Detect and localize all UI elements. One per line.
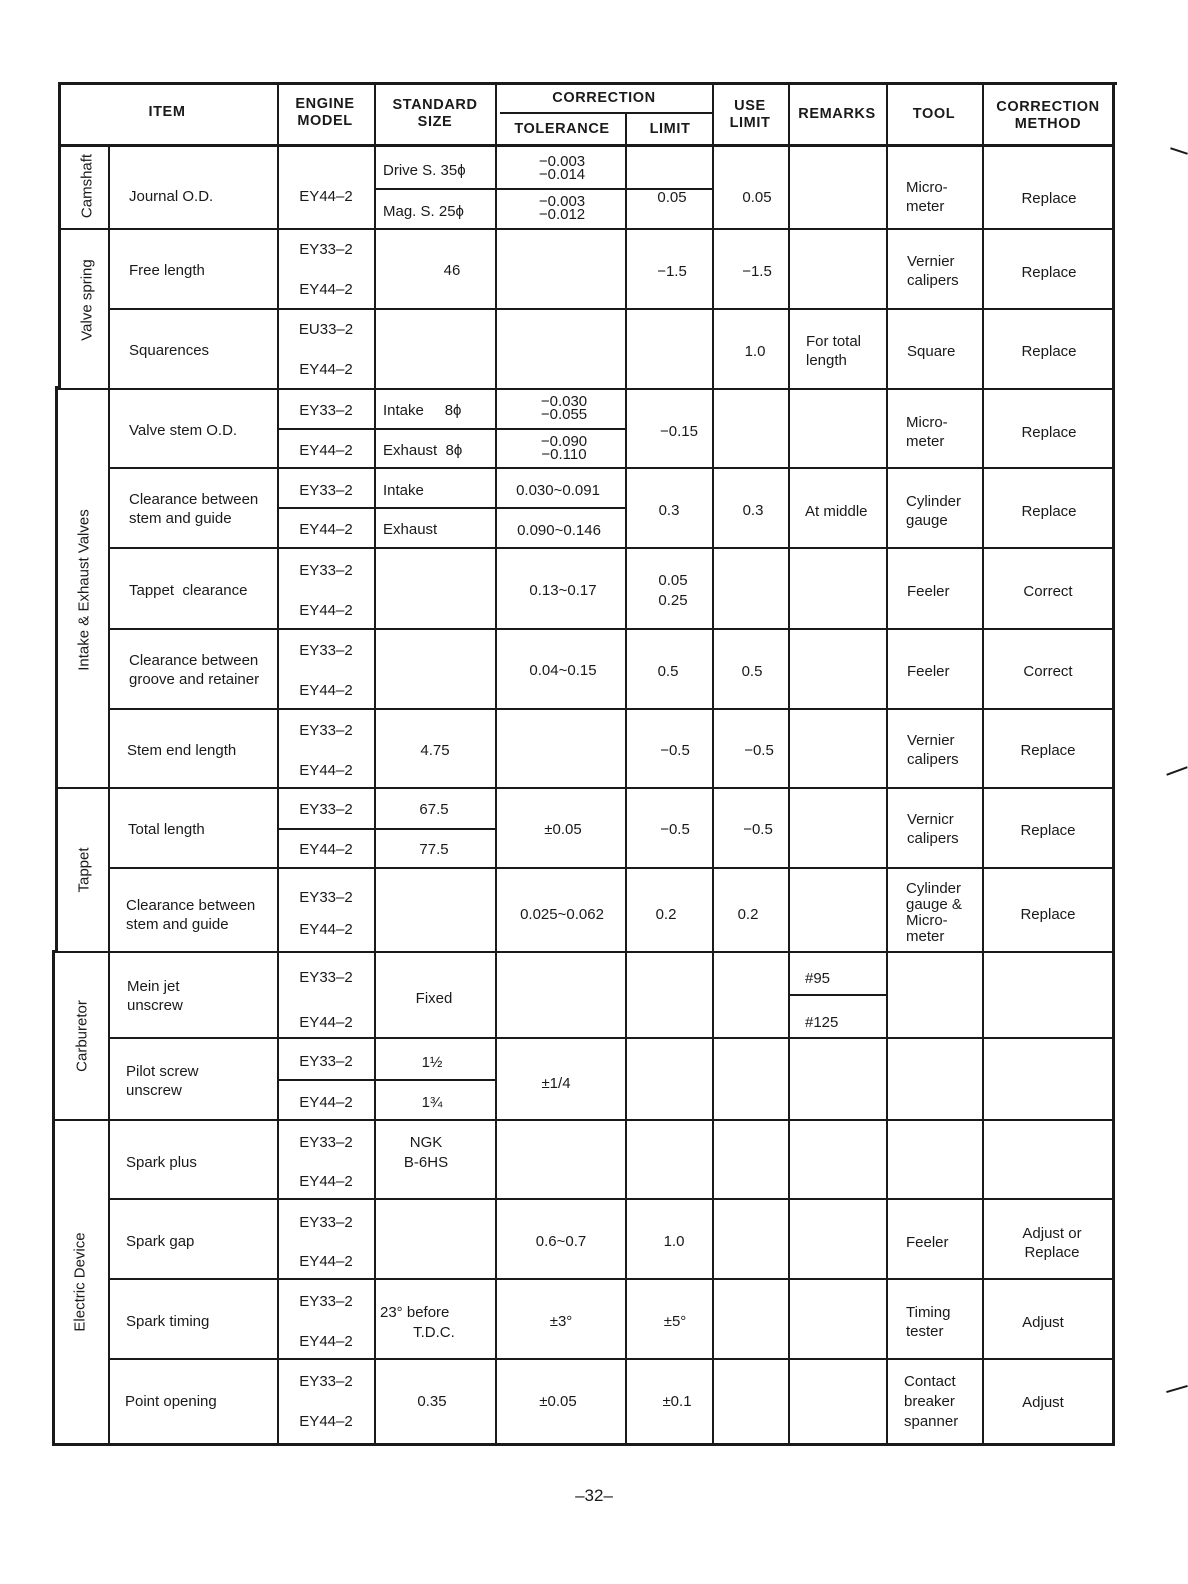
limit: −0.15 [660,423,698,440]
item-label: Mein jet unscrew [127,978,183,1014]
correction-method: Replace [1020,822,1076,839]
standard-size: Exhaust 8ϕ [383,442,463,459]
header-use-limit: USE LIMIT [729,98,771,131]
tool: Feeler [906,1234,949,1251]
tolerance: ±3° [549,1313,573,1330]
correction-method: Replace [1021,343,1077,360]
tolerance: ±0.05 [544,821,582,838]
engine-model: EY44–2 [299,762,353,779]
header-tool: TOOL [912,106,956,122]
engine-model: EY44–2 [299,442,353,459]
tolerance: 0.090~0.146 [517,522,601,539]
engine-model: EY44–2 [299,1173,353,1190]
item-label: Free length [129,262,205,279]
engine-model: EY44–2 [299,521,353,538]
engine-model: EY33–2 [299,722,353,739]
standard-size: Intake [383,482,424,499]
item-label: Pilot screw unscrew [126,1063,199,1099]
engine-model: EY44–2 [299,1014,353,1031]
engine-model: EY33–2 [299,1373,353,1390]
item-label: Spark gap [126,1233,195,1250]
limit: 0.05 0.25 [658,572,688,609]
tool: Vernicr calipers [907,811,959,847]
standard-size: 4.75 [420,742,450,759]
limit: ±0.1 [662,1393,692,1410]
item-label: Clearance between stem and guide [129,491,259,527]
item-label: Spark timing [126,1313,210,1330]
remarks: #125 [805,1014,839,1031]
engine-model: EY33–2 [299,1134,353,1151]
correction-method: Adjust or Replace [1022,1225,1082,1261]
engine-model: EY33–2 [299,402,353,419]
page-number: –32– [575,1486,613,1505]
standard-size: 0.35 [417,1393,447,1410]
tolerance: 0.025~0.062 [520,906,604,923]
engine-model: EY33–2 [299,1293,353,1310]
item-label: Tappet clearance [129,582,248,599]
item-label: Point opening [125,1393,217,1410]
engine-model: EY33–2 [299,642,353,659]
standard-size: 77.5 [419,841,449,858]
engine-model: EY33–2 [299,889,353,906]
use-limit: −0.5 [744,742,774,759]
correction-method: Replace [1021,503,1077,520]
section-tappet: Tappet [75,847,93,893]
limit: −0.5 [660,821,690,838]
engine-model: EY44–2 [299,1333,353,1350]
limit: 1.0 [663,1233,685,1250]
header-item: ITEM [148,104,186,120]
scan-mark [1166,1385,1188,1393]
engine-model: EY33–2 [299,482,353,499]
tool: Contact breaker spanner [904,1373,959,1430]
tolerance: ±0.05 [539,1393,577,1410]
use-limit: 0.2 [737,906,759,923]
tolerance: 0.13~0.17 [529,582,597,599]
tool: Micro- meter [906,179,948,215]
standard-size: Exhaust [383,521,438,538]
tool: Vernier calipers [907,732,959,768]
correction-method: Correct [1023,583,1073,600]
tolerance: ±1/4 [541,1075,571,1092]
correction-method: Adjust [1022,1314,1064,1331]
standard-size: NGK B-6HS [403,1134,449,1171]
header-engine-model: ENGINE MODEL [295,96,355,129]
scan-mark [1166,766,1187,775]
tool: Cylinder gauge & Micro- meter [906,880,962,945]
engine-model: EY44–2 [299,281,353,298]
standard-size: 46 [443,262,461,279]
use-limit: 1.0 [744,343,766,360]
correction-method: Replace [1021,190,1077,207]
tool: Cylinder gauge [906,493,962,529]
remarks: At middle [805,503,868,520]
engine-model: EY33–2 [299,969,353,986]
engine-model: EY33–2 [299,562,353,579]
standard-size: Fixed [415,990,453,1007]
use-limit: −0.5 [743,821,773,838]
section-intake-exhaust-valves: Intake & Exhaust Valves [75,509,93,671]
remarks: For total length [806,333,862,369]
correction-method: Replace [1021,264,1077,281]
item-label: Journal O.D. [129,188,214,205]
engine-model: EY44–2 [299,1413,353,1430]
use-limit: 0.3 [742,502,764,519]
item-label: Stem end length [127,742,237,759]
use-limit: 0.05 [742,189,772,206]
section-carburetor: Carburetor [73,1000,91,1072]
header-correction-method: CORRECTION METHOD [996,99,1100,132]
use-limit: −1.5 [742,263,772,280]
section-valve-spring: Valve spring [78,259,96,341]
item-label: Spark plus [126,1154,197,1171]
correction-method: Adjust [1022,1394,1064,1411]
tool: Timing tester [906,1304,951,1340]
standard-size: 23° before T.D.C. [380,1304,455,1341]
item-label: Clearance between groove and retainer [129,652,260,688]
limit: 0.2 [655,906,677,923]
tolerance: 0.04~0.15 [529,662,597,679]
standard-size: Drive S. 35ϕ [383,162,466,179]
engine-model: EY33–2 [299,801,353,818]
standard-size: 67.5 [419,801,449,818]
header-limit: LIMIT [649,121,691,137]
engine-model: EY44–2 [299,1253,353,1270]
tolerance: −0.003 −0.014 [538,153,586,183]
item-label: Squarences [129,342,210,359]
engine-model: EY33–2 [299,241,353,258]
standard-size: 1¾ [421,1094,443,1111]
correction-method: Replace [1020,906,1076,923]
tool: Feeler [907,583,950,600]
header-correction: CORRECTION [552,90,656,106]
header-remarks: REMARKS [798,106,876,122]
engine-model: EY44–2 [299,188,353,205]
engine-model: EY44–2 [299,361,353,378]
item-label: Clearance between stem and guide [126,897,256,933]
tolerance: −0.090 −0.110 [540,433,588,463]
limit: 0.3 [658,502,680,519]
correction-method: Replace [1021,424,1077,441]
standard-size: 1½ [421,1054,443,1071]
tool: Square [907,343,956,360]
tool: Vernier calipers [907,253,959,289]
engine-model: EY33–2 [299,1214,353,1231]
standard-size: Mag. S. 25ϕ [383,203,464,220]
scan-mark [1170,147,1188,154]
item-label: Valve stem O.D. [129,422,238,439]
tolerance: −0.003 −0.012 [538,193,586,223]
correction-method: Correct [1023,663,1073,680]
engine-model: EY44–2 [299,602,353,619]
tolerance: 0.6~0.7 [535,1233,587,1250]
standard-size: Intake 8ϕ [383,402,462,419]
engine-model: EY44–2 [299,1094,353,1111]
correction-method: Replace [1020,742,1076,759]
tolerance: 0.030~0.091 [516,482,600,499]
use-limit: 0.5 [741,663,763,680]
header-tolerance: TOLERANCE [514,121,610,137]
tool: Micro- meter [906,414,948,450]
remarks: #95 [805,970,831,987]
limit: −0.5 [660,742,690,759]
section-electric-device: Electric Device [71,1232,89,1332]
limit: 0.5 [657,663,679,680]
limit: −1.5 [657,263,687,280]
limit: ±5° [663,1313,687,1330]
engine-model: EY44–2 [299,682,353,699]
engine-model: EY44–2 [299,841,353,858]
section-camshaft: Camshaft [78,153,96,219]
engine-model: EY33–2 [299,1053,353,1070]
item-label: Total length [128,821,205,838]
engine-model: EU33–2 [298,321,354,338]
tool: Feeler [907,663,950,680]
header-standard-size: STANDARD SIZE [392,97,478,130]
limit: 0.05 [657,189,687,206]
tolerance: −0.030 −0.055 [540,393,588,423]
engine-model: EY44–2 [299,921,353,938]
